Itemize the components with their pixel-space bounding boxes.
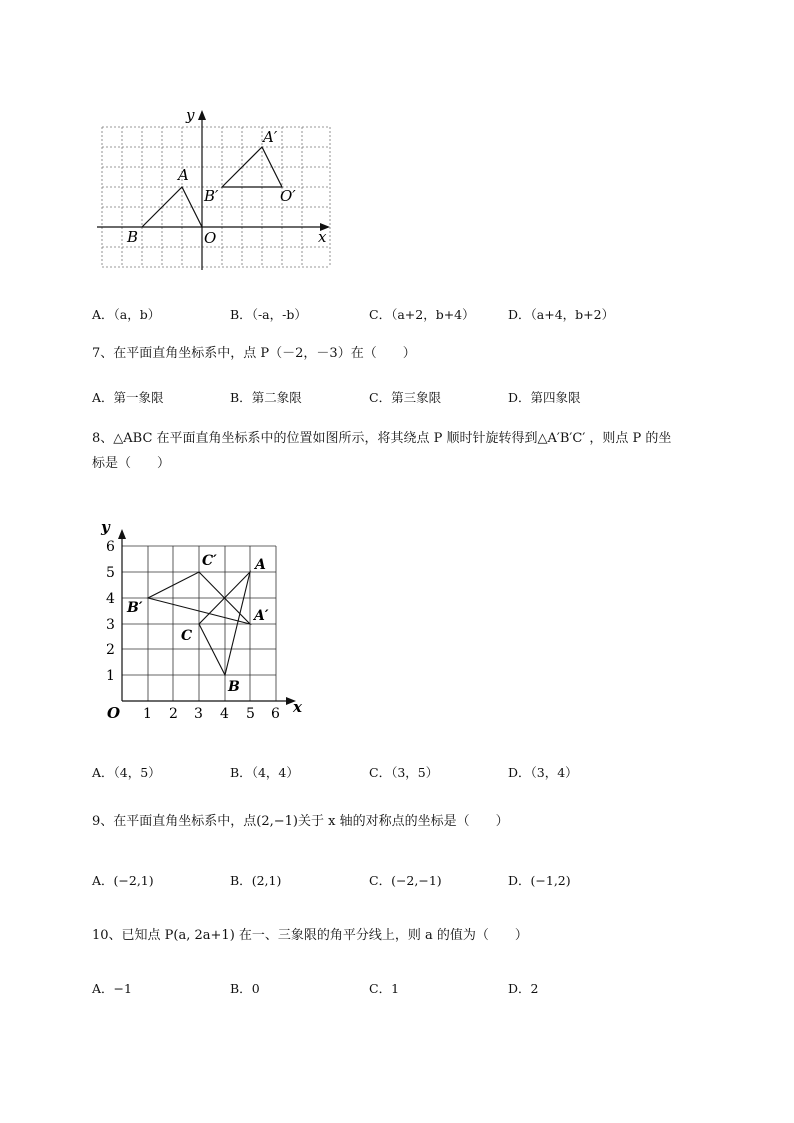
x-tick-3: 3 (194, 706, 203, 722)
q9-options (92, 871, 792, 891)
y-tick-1: 1 (106, 668, 115, 684)
point-O-prime-label: O′ (280, 187, 296, 205)
q8-stem-line-2: 标是（ ） (92, 456, 171, 471)
y-tick-labels (106, 539, 115, 684)
x-tick-4: 4 (220, 706, 229, 722)
q7-option-a[interactable]: A．第一象限 (92, 390, 164, 405)
q6-option-c[interactable]: C．（a+2，b+4） (369, 307, 475, 322)
q7-option-d[interactable]: D．第四象限 (508, 390, 581, 405)
q8-stem-line-1: 8、△ABC 在平面直角坐标系中的位置如图所示，将其绕点 P 顺时针旋转得到△A′B′C′ ，则点 P 的坐 (92, 431, 672, 446)
x-tick-5: 5 (246, 706, 255, 722)
point-A-label: A (255, 557, 266, 573)
q7-stem: 7、在平面直角坐标系中，点 P（－2，－3）在（ ） (92, 346, 416, 361)
point-C-prime-label: C′ (202, 553, 217, 569)
point-B-prime-label: B′ (127, 600, 143, 616)
origin-label: O (204, 229, 217, 247)
q8-options (92, 763, 792, 783)
x-tick-2: 2 (169, 706, 178, 722)
y-axis-label: y (186, 106, 195, 124)
q9-option-b[interactable]: B．(2,1) (230, 873, 282, 888)
q10-option-c[interactable]: C．1 (369, 981, 400, 996)
x-tick-labels (143, 706, 280, 722)
point-B-prime-label: B′ (204, 187, 219, 205)
x-axis-label: x (293, 698, 302, 716)
q9-option-d[interactable]: D．(−1,2) (508, 873, 571, 888)
q8-option-d[interactable]: D．（3，4） (508, 765, 578, 780)
point-B-label: B (228, 679, 240, 695)
q7-option-c[interactable]: C．第三象限 (369, 390, 442, 405)
y-axis-label: y (101, 518, 110, 536)
y-axis-arrow (198, 110, 206, 120)
q8-option-b[interactable]: B．（4，4） (230, 765, 299, 780)
point-A-prime-label: A′ (263, 128, 278, 146)
q10-stem: 10、已知点 P(a, 2a+1) 在一、三象限的角平分线上，则 a 的值为（ ） (92, 928, 528, 943)
figure-1-grid (92, 100, 342, 275)
q8-option-a[interactable]: A．（4，5） (92, 765, 161, 780)
point-A-prime-label: A′ (254, 608, 269, 624)
q10-options (92, 979, 792, 999)
y-axis-arrow (118, 529, 126, 539)
figure-2-grid (92, 512, 322, 727)
q10-option-d[interactable]: D．2 (508, 981, 539, 996)
q9-option-c[interactable]: C．(−2,−1) (369, 873, 442, 888)
point-B-label: B (127, 228, 139, 246)
y-tick-6: 6 (106, 539, 115, 555)
y-tick-2: 2 (106, 642, 115, 658)
y-tick-5: 5 (106, 565, 115, 581)
q6-option-a[interactable]: A．（a，b） (92, 307, 161, 322)
point-A-label: A (178, 166, 189, 184)
x-axis-label: x (318, 228, 327, 246)
q10-option-a[interactable]: A．−1 (92, 981, 132, 996)
y-tick-3: 3 (106, 617, 115, 633)
q9-stem: 9、在平面直角坐标系中，点(2,−1)关于 x 轴的对称点的坐标是（ ） (92, 814, 509, 829)
x-tick-6: 6 (271, 706, 280, 722)
q8-option-c[interactable]: C．（3，5） (369, 765, 439, 780)
point-C-label: C (181, 628, 193, 644)
q10-option-b[interactable]: B．0 (230, 981, 260, 996)
origin-label: O (107, 704, 121, 722)
q6-option-d[interactable]: D．（a+4，b+2） (508, 307, 615, 322)
y-tick-4: 4 (106, 591, 115, 607)
q6-option-b[interactable]: B．（-a，-b） (230, 307, 307, 322)
triangle-ABC (199, 572, 250, 675)
q7-options (92, 388, 792, 408)
x-tick-1: 1 (143, 706, 152, 722)
q6-options (92, 305, 792, 325)
q9-option-a[interactable]: A．(−2,1) (92, 873, 154, 888)
q7-option-b[interactable]: B．第二象限 (230, 390, 302, 405)
